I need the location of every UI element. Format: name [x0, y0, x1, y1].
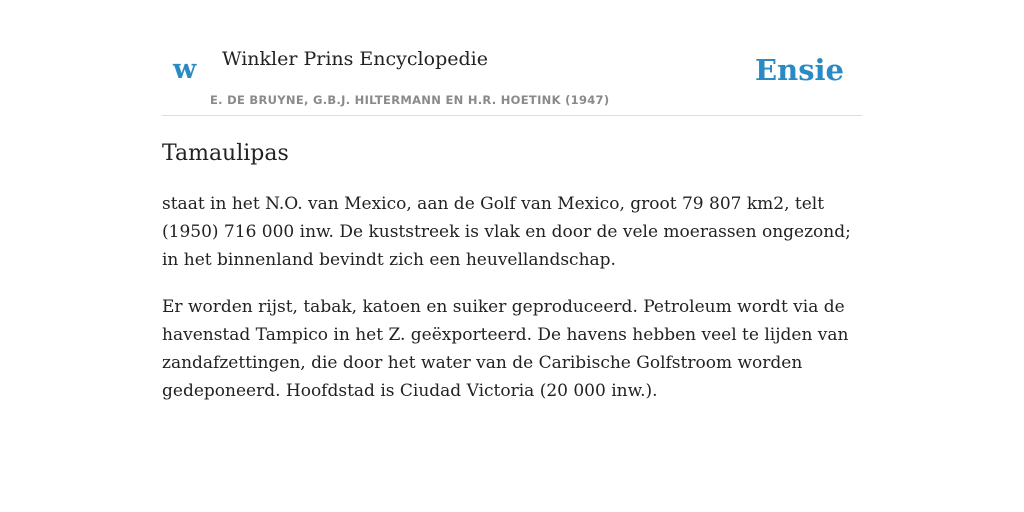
article-content: [162, 138, 862, 424]
encyclopedia-logo-icon[interactable]: w: [173, 54, 197, 85]
encyclopedia-header: [162, 40, 862, 116]
article-paragraph: staat in het N.O. van Mexico, aan de Golf van Mexico, groot 79 807 km2, telt (1950) 716 000 inw. De kuststreek is vlak en door de vele moerassen ongezond; in het binnenland bevindt zich een heuvellandschap.: [162, 194, 851, 270]
encyclopedia-authors: E. DE BRUYNE, G.B.J. HILTERMANN EN H.R. HOETINK (1947): [210, 93, 610, 107]
article-paragraph: Er worden rijst, tabak, katoen en suiker geproduceerd. Petroleum wordt via de havenstad Tampico in het Z. geëxporteerd. De havens hebben veel te lijden van zandafzettingen, die door het water van de Caribische Golfstroom worden gedeponeerd. Hoofdstad is Ciudad Victoria (20 000 inw.).: [162, 297, 849, 401]
ensie-brand-logo[interactable]: Ensie: [755, 53, 844, 87]
encyclopedia-title-link[interactable]: Winkler Prins Encyclopedie: [222, 48, 488, 70]
article-title: Tamaulipas: [162, 141, 289, 166]
